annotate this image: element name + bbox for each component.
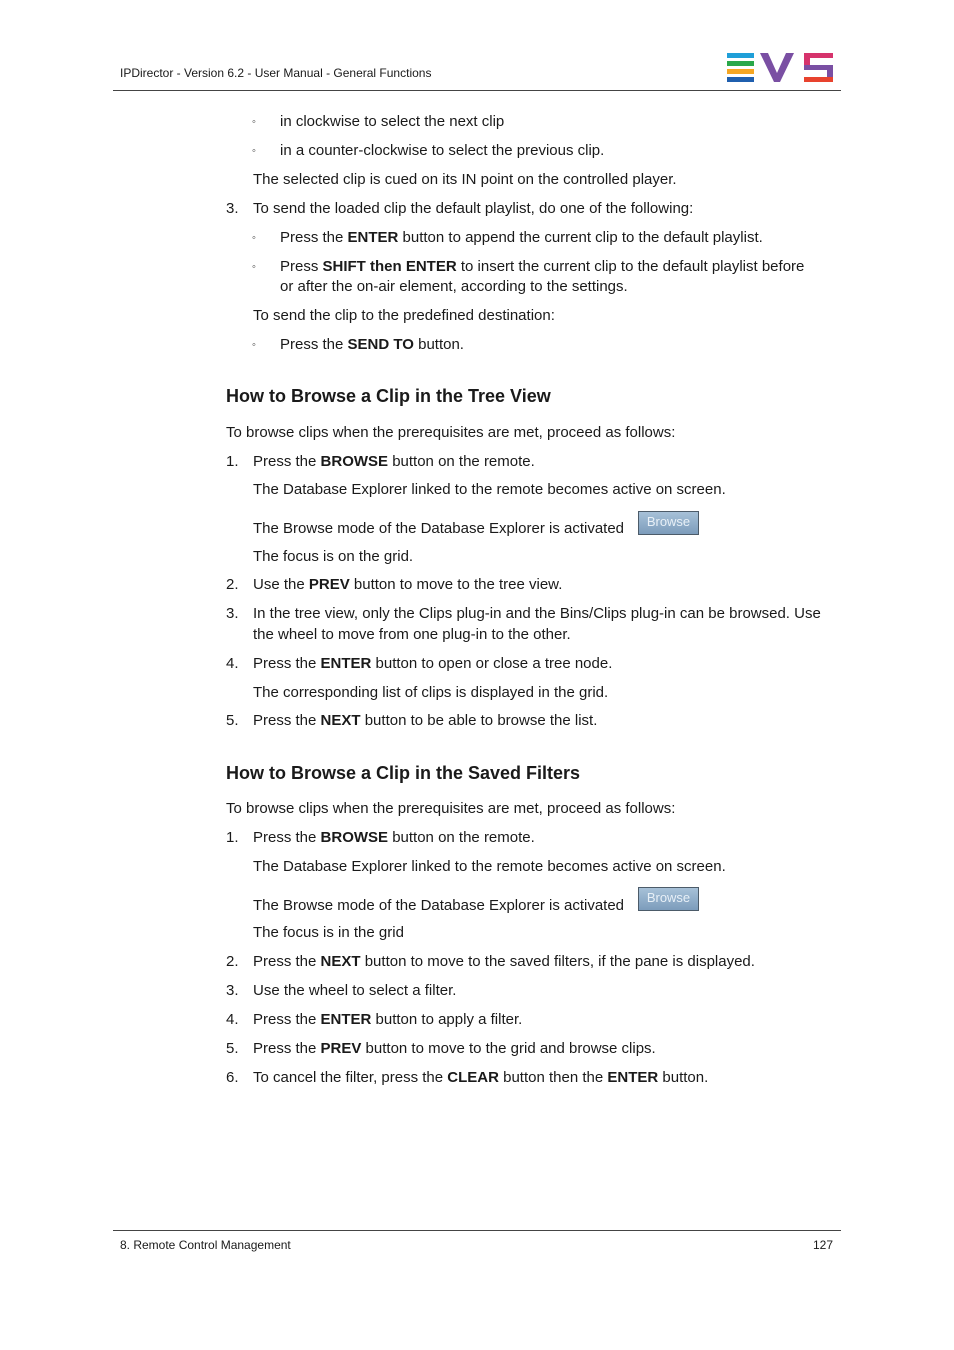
bullet-marker: ◦ xyxy=(252,232,256,244)
note-text: The corresponding list of clips is displayed in the grid. xyxy=(253,684,609,701)
note-text: The Browse mode of the Database Explorer is activated xyxy=(253,897,625,914)
step-text: Use the wheel to select a filter. xyxy=(253,982,457,999)
step-text: To cancel the filter, press the CLEAR button then the ENTER button. xyxy=(253,1069,709,1086)
bullet-marker: ◦ xyxy=(252,339,256,351)
note-text: The selected clip is cued on its IN point on the controlled player. xyxy=(253,171,677,188)
evs-logo xyxy=(727,53,835,83)
step-number: 3. xyxy=(226,605,239,622)
header-title: IPDirector - Version 6.2 - User Manual - General Functions xyxy=(120,66,432,80)
step-number: 5. xyxy=(226,712,239,729)
step-number: 6. xyxy=(226,1069,239,1086)
note-text: To send the clip to the predefined destination: xyxy=(253,307,555,324)
note-text: The Database Explorer linked to the remote becomes active on screen. xyxy=(253,858,726,875)
browse-button-image: Browse xyxy=(638,511,699,535)
note-text: The Browse mode of the Database Explorer is activated xyxy=(253,520,625,537)
intro-text: To browse clips when the prerequisites are met, proceed as follows: xyxy=(226,800,676,817)
header-rule xyxy=(113,90,841,91)
footer-rule xyxy=(113,1230,841,1231)
step-text: To send the loaded clip the default playlist, do one of the following: xyxy=(253,200,694,217)
step-text: Press the PREV button to move to the grid and browse clips. xyxy=(253,1040,656,1057)
note-text: The focus is in the grid xyxy=(253,924,404,941)
step-number: 5. xyxy=(226,1040,239,1057)
step-number: 1. xyxy=(226,829,239,846)
step-number: 1. xyxy=(226,453,239,470)
list-item: Press SHIFT then ENTER to insert the current clip to the default playlist before xyxy=(280,258,805,275)
bullet-marker: ◦ xyxy=(252,145,256,157)
step-text: Use the PREV button to move to the tree view. xyxy=(253,576,563,593)
intro-text: To browse clips when the prerequisites are met, proceed as follows: xyxy=(226,424,676,441)
browse-button-image: Browse xyxy=(638,887,699,911)
bullet-marker: ◦ xyxy=(252,261,256,273)
step-text: Press the ENTER button to apply a filter. xyxy=(253,1011,523,1028)
step-number: 3. xyxy=(226,982,239,999)
bullet-marker: ◦ xyxy=(252,116,256,128)
section-heading: How to Browse a Clip in the Tree View xyxy=(226,386,551,406)
step-number: 4. xyxy=(226,655,239,672)
step-text: In the tree view, only the Clips plug-in and the Bins/Clips plug-in can be browsed. Use xyxy=(253,605,821,622)
list-item: in a counter-clockwise to select the previous clip. xyxy=(280,142,605,159)
section-heading: How to Browse a Clip in the Saved Filters xyxy=(226,763,581,783)
step-text: Press the BROWSE button on the remote. xyxy=(253,453,535,470)
step-number: 3. xyxy=(226,200,239,217)
list-item: Press the SEND TO button. xyxy=(280,336,464,353)
step-text: Press the NEXT button to move to the saved filters, if the pane is displayed. xyxy=(253,953,755,970)
step-text-continued: the wheel to move from one plug-in to the other. xyxy=(253,626,571,643)
list-item: Press the ENTER button to append the current clip to the default playlist. xyxy=(280,229,763,246)
step-text: Press the NEXT button to be able to browse the list. xyxy=(253,712,598,729)
note-text: The Database Explorer linked to the remote becomes active on screen. xyxy=(253,481,726,498)
page-number: 127 xyxy=(813,1238,834,1252)
step-number: 2. xyxy=(226,576,239,593)
list-item-continued: or after the on-air element, according to the settings. xyxy=(280,278,628,295)
note-text: The focus is on the grid. xyxy=(253,548,414,565)
step-text: Press the ENTER button to open or close a tree node. xyxy=(253,655,613,672)
step-text: Press the BROWSE button on the remote. xyxy=(253,829,535,846)
footer-chapter: 8. Remote Control Management xyxy=(120,1238,291,1252)
step-number: 2. xyxy=(226,953,239,970)
step-number: 4. xyxy=(226,1011,239,1028)
list-item: in clockwise to select the next clip xyxy=(280,113,505,130)
